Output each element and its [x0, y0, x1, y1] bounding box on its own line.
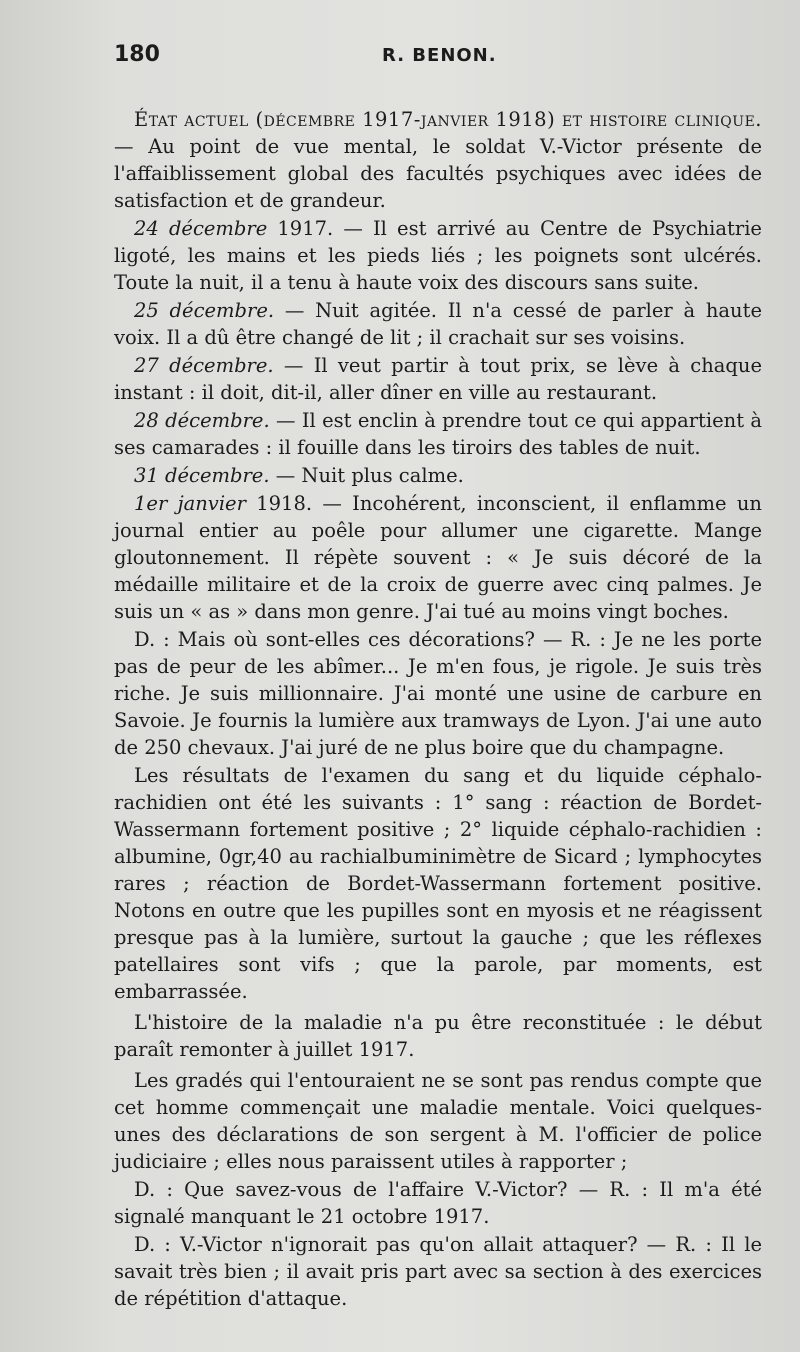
date-heading: 28 décembre. [134, 409, 270, 432]
paragraph-dialogue-attaque: D. : V.-Victor n'ignorait pas qu'on allait attaquer? — R. : Il le savait très bien ; il avait pris part avec sa section à des exercices de répétition d'attaque. [114, 1233, 762, 1310]
date-heading: 24 décembre [134, 217, 268, 240]
paragraph-text: — Il veut partir à tout prix, se lève à chaque instant : il doit, dit-il, aller dîner en ville au restaurant. [114, 354, 762, 404]
running-head: R. BENON. [382, 45, 497, 66]
date-heading: 31 décembre. [134, 464, 270, 487]
paragraph-text: — Nuit plus calme. [269, 464, 464, 487]
paragraph-dialogue-affaire: D. : Que savez-vous de l'affaire V.-Victor? — R. : Il m'a été signalé manquant le 21 octobre 1917. [114, 1178, 762, 1228]
paragraph-text: — Nuit agitée. Il n'a cessé de parler à haute voix. Il a dû être changé de lit ; il crachait sur ses voisins. [114, 299, 762, 349]
paragraph-text: 1918. — Incohérent, inconscient, il enflamme un journal entier au poêle pour allumer une cigarette. Mange gloutonnement. Il répète souvent : « Je suis décoré de la médaille militaire et de la croix de guerre avec cinq palmes. Je suis un « as » dans mon genre. J'ai tué au moins vingt boches. [114, 492, 762, 623]
date-heading: 27 décembre. [134, 354, 274, 377]
paragraph-text: — Il est enclin à prendre tout ce qui appartient à ses camarades : il fouille dans les tiroirs des tables de nuit. [114, 409, 762, 459]
paragraph-examen-sang: Les résultats de l'examen du sang et du liquide céphalo-rachidien ont été les suivants : 1° sang : réaction de Bordet-Wassermann fortement positive ; 2° liquide céphalo-rachidien : albumine, 0gr,40 au rachialbuminimètre de Sicard ; lymphocytes rares ; réaction de Bordet-Wassermann fortement positive. Notons en outre que les pupilles sont en myosis et ne réagissent presque pas à la lumière, surtout la gauche ; que les réflexes patellaires sont vifs ; que la parole, par moments, est embarrassée. [114, 764, 762, 1003]
section-heading: État actuel (décembre 1917-janvier 1918) et histoire clinique. [134, 108, 762, 131]
paragraph-histoire-maladie: L'histoire de la maladie n'a pu être reconstituée : le début paraît remonter à juillet 1917. [114, 1011, 762, 1061]
page-number: 180 [114, 42, 160, 67]
date-heading: 25 décembre. [134, 299, 275, 322]
date-heading: 1er janvier [134, 492, 246, 515]
paragraph-1er-janvier [114, 490, 762, 625]
paragraph-25-decembre [114, 297, 762, 351]
paragraph-text: 1917. — Il est arrivé au Centre de Psychiatrie ligoté, les mains et les pieds liés ; les poignets sont ulcérés. Toute la nuit, il a tenu à haute voix des discours sans suite. [114, 217, 762, 294]
body-text [114, 106, 762, 1312]
paragraph-grades: Les gradés qui l'entouraient ne se sont pas rendus compte que cet homme commençait une maladie mentale. Voici quelques-unes des déclarations de son sergent à M. l'officier de police judiciaire ; elles nous paraissent utiles à rapporter ; [114, 1069, 762, 1173]
paragraph-text: — Au point de vue mental, le soldat V.-Victor présente de l'affaiblissement global des facultés psychiques avec idées de satisfaction et de grandeur. [114, 135, 762, 212]
page-header [114, 42, 762, 78]
paragraph-24-decembre [114, 215, 762, 296]
paragraph-28-decembre [114, 407, 762, 461]
paragraph-31-decembre [114, 462, 762, 489]
paragraph-27-decembre [114, 352, 762, 406]
paragraph-dialogue-decorations: D. : Mais où sont-elles ces décorations? — R. : Je ne les porte pas de peur de les abîmer... Je m'en fous, je rigole. Je suis très riche. Je suis millionnaire. J'ai monté une usine de carbure en Savoie. Je fournis la lumière aux tramways de Lyon. J'ai une auto de 250 chevaux. J'ai juré de ne plus boire que du champagne. [114, 628, 762, 759]
paragraph-etat-actuel [114, 106, 762, 214]
